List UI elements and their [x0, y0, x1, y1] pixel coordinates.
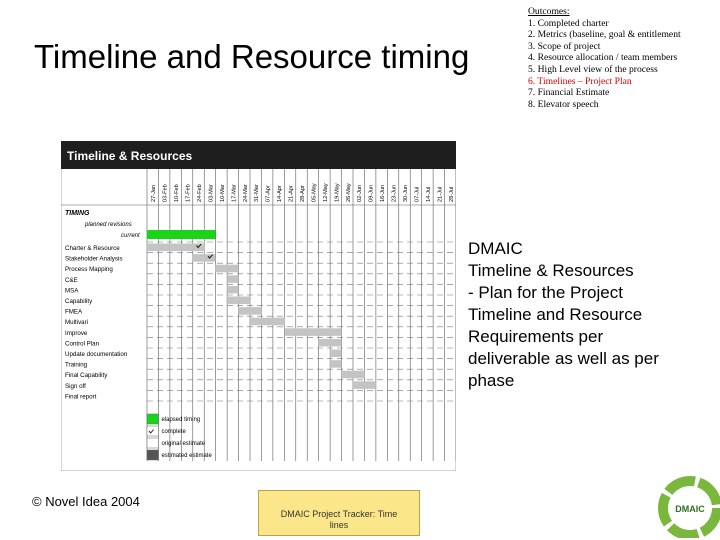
date-tick-label: 14-Jul — [425, 186, 432, 202]
tracker-label-line: DMAIC Project Tracker: Time — [280, 509, 398, 519]
date-tick-label: 07-Jul — [414, 186, 421, 202]
task-bar — [147, 244, 204, 252]
legend-label: estimated estimate — [161, 453, 212, 459]
legend-swatch — [147, 414, 158, 424]
date-tick-label: 09-Jun — [368, 184, 375, 202]
task-label: C&E — [65, 276, 78, 284]
date-tick-label: 28-Jul — [448, 186, 455, 202]
legend-swatch — [147, 450, 158, 460]
task-bar — [227, 297, 250, 305]
legend-label: original estimate — [161, 441, 206, 447]
outcomes-list — [528, 6, 681, 110]
task-label: Improve — [65, 329, 88, 337]
outcome-item-highlighted: 6. Timelines – Project Plan — [528, 75, 632, 87]
timing-label: TIMING — [65, 210, 90, 217]
task-label: Multivari — [65, 319, 89, 327]
chart-header-title: Timeline & Resources — [67, 149, 193, 163]
slide-title: Timeline and Resource timing — [34, 38, 470, 75]
description-line: deliverable as well as per — [468, 349, 659, 368]
task-label: Charter & Resource — [65, 245, 120, 252]
date-tick-label: 17-Feb — [185, 184, 192, 202]
outcomes-header: Outcomes: — [528, 6, 570, 17]
date-tick-label: 24-Mar — [242, 184, 249, 202]
task-bar — [330, 360, 341, 368]
tracker-button[interactable] — [258, 490, 420, 536]
date-tick-label: 26-May — [345, 183, 352, 202]
task-bar — [239, 307, 262, 315]
task-bar — [342, 371, 365, 379]
description-line: Timeline and Resource — [468, 305, 643, 324]
date-tick-label: 02-Jun — [357, 184, 364, 202]
task-bar — [227, 275, 238, 283]
date-tick-label: 21-Jul — [437, 186, 444, 202]
task-bar — [319, 339, 342, 347]
task-label: FMEA — [65, 308, 83, 316]
timeline-chart-svg — [61, 141, 456, 471]
outcome-item: 5. High Level view of the process — [528, 63, 658, 75]
date-tick-label: 19-May — [334, 183, 341, 202]
date-tick-label: 17-Mar — [231, 184, 238, 202]
date-tick-label: 23-Jun — [391, 184, 398, 202]
current-timing-bar — [147, 230, 216, 239]
description — [468, 238, 659, 392]
task-bar — [227, 286, 238, 294]
date-tick-label: 12-May — [322, 183, 329, 202]
svg-text:DMAIC: DMAIC — [675, 504, 705, 514]
date-tick-label: 07-Apr — [265, 185, 272, 202]
outcome-item: 4. Resource allocation / team members — [528, 52, 678, 64]
description-line: phase — [468, 371, 515, 390]
task-label: Update documentation — [65, 351, 128, 358]
task-label: Final Capability — [65, 372, 108, 380]
task-bar — [330, 350, 341, 358]
legend-label: elapsed timing — [161, 417, 201, 423]
date-tick-label: 16-Jun — [380, 184, 387, 202]
copyright: © Novel Idea 2004 — [32, 494, 140, 509]
planned-revisions-label: planned revisions — [85, 222, 132, 228]
outcome-item: 2. Metrics (baseline, goal & entitlement — [528, 29, 681, 41]
date-tick-label: 03-Mar — [208, 184, 215, 202]
date-tick-label: 31-Mar — [254, 184, 261, 202]
date-tick-label: 14-Apr — [277, 185, 284, 202]
tracker-label-line: lines — [329, 520, 349, 530]
outcome-item: 8. Elevator speech — [528, 98, 599, 110]
task-label: Stakeholder Analysis — [65, 255, 123, 263]
task-label: Training — [65, 361, 88, 369]
description-line: - Plan for the Project — [468, 283, 623, 302]
date-tick-label: 28-Apr — [300, 185, 307, 202]
task-bar — [353, 381, 376, 389]
date-tick-label: 27-Jan — [151, 184, 158, 202]
legend-swatch — [147, 438, 158, 448]
legend-label: complete — [161, 429, 186, 435]
task-bar — [216, 265, 239, 273]
task-label: Final report — [65, 393, 97, 401]
timeline-chart — [61, 141, 456, 471]
task-label: Process Mapping — [65, 266, 113, 274]
date-tick-label: 03-Feb — [162, 184, 169, 202]
task-label: Control Plan — [65, 340, 100, 348]
date-tick-label: 30-Jun — [403, 184, 410, 202]
outcome-item: 7. Financial Estimate — [528, 87, 610, 99]
description-line: Timeline & Resources — [468, 261, 634, 280]
date-tick-label: 10-Mar — [219, 184, 226, 202]
current-label: current — [121, 233, 140, 239]
date-tick-label: 05-May — [311, 183, 318, 202]
task-label: Capability — [65, 298, 93, 305]
outcome-item: 3. Scope of project — [528, 40, 601, 52]
date-tick-label: 24-Feb — [197, 184, 204, 202]
description-line: DMAIC — [468, 239, 523, 258]
date-tick-label: 10-Feb — [174, 184, 181, 202]
task-bar — [284, 328, 341, 336]
outcome-item: 1. Completed charter — [528, 17, 609, 29]
task-label: MSA — [65, 287, 79, 295]
date-tick-label: 21-Apr — [288, 185, 295, 202]
dmaic-cycle-logo — [656, 474, 720, 538]
task-bar — [250, 318, 284, 326]
description-line: Requirements per — [468, 327, 604, 346]
task-label: Sign off — [65, 382, 86, 390]
